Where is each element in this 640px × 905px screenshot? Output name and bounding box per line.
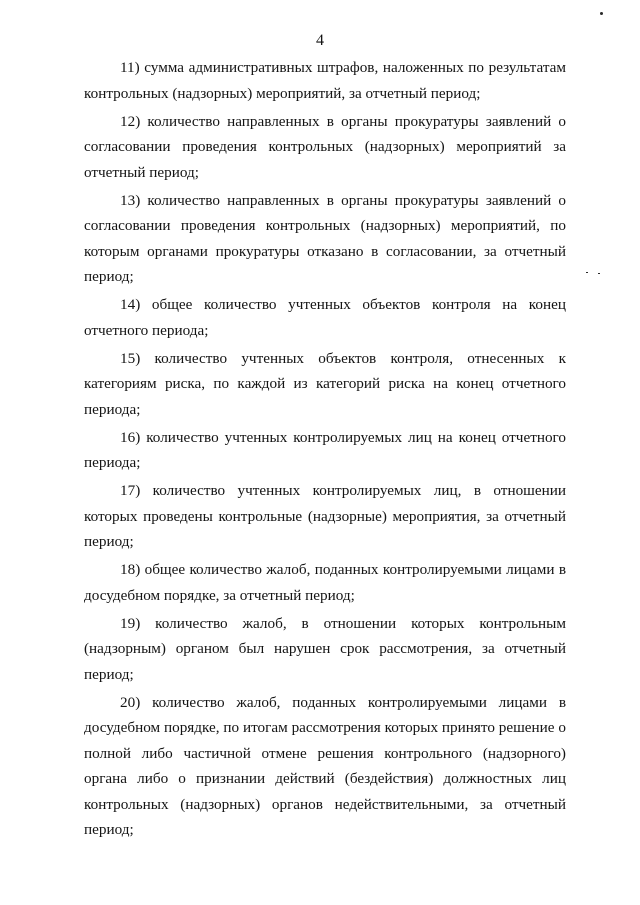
list-item: 17) количество учтенных контролируемых лиц, в отношении которых проведены контрольные (надзорные) мероприятия, за отчетный период; bbox=[84, 482, 566, 550]
list-item: 13) количество направленных в органы прокуратуры заявлений о согласовании проведения контрольных (надзорных) мероприятий, по которым органами прокуратуры отказано в согласовании, за отчетный период; bbox=[84, 191, 566, 285]
page-number: 4 bbox=[316, 32, 324, 49]
list-item: 18) общее количество жалоб, поданных контролируемыми лицами в досудебном порядке, за отчетный период; bbox=[84, 561, 566, 604]
list-item: 12) количество направленных в органы прокуратуры заявлений о согласовании проведения контрольных (надзорных) мероприятий за отчетный период; bbox=[84, 112, 566, 181]
scan-speck bbox=[598, 273, 600, 274]
scan-speck bbox=[586, 272, 588, 273]
list-item: 11) сумма административных штрафов, наложенных по результатам контрольных (надзорных) мероприятий, за отчетный период; bbox=[84, 59, 566, 102]
scan-speck bbox=[600, 12, 603, 15]
list-item: 19) количество жалоб, в отношении которых контрольным (надзорным) органом был нарушен срок рассмотрения, за отчетный период; bbox=[84, 614, 566, 683]
list-item: 15) количество учтенных объектов контроля, отнесенных к категориям риска, по каждой из категорий риска на конец отчетного периода; bbox=[84, 349, 566, 418]
list-item: 16) количество учтенных контролируемых лиц на конец отчетного периода; bbox=[84, 428, 566, 471]
list-item: 14) общее количество учтенных объектов контроля на конец отчетного периода; bbox=[84, 296, 566, 339]
document-body bbox=[84, 55, 566, 845]
list-item: 20) количество жалоб, поданных контролируемыми лицами в досудебном порядке, по итогам рассмотрения которых принято решение о полной либо частичной отмене решения контрольного (надзорного) органа либо о признании действий (бездействия) должностных лиц контрольных (надзорных) органов недействительными, за отчетный период; bbox=[84, 693, 566, 838]
